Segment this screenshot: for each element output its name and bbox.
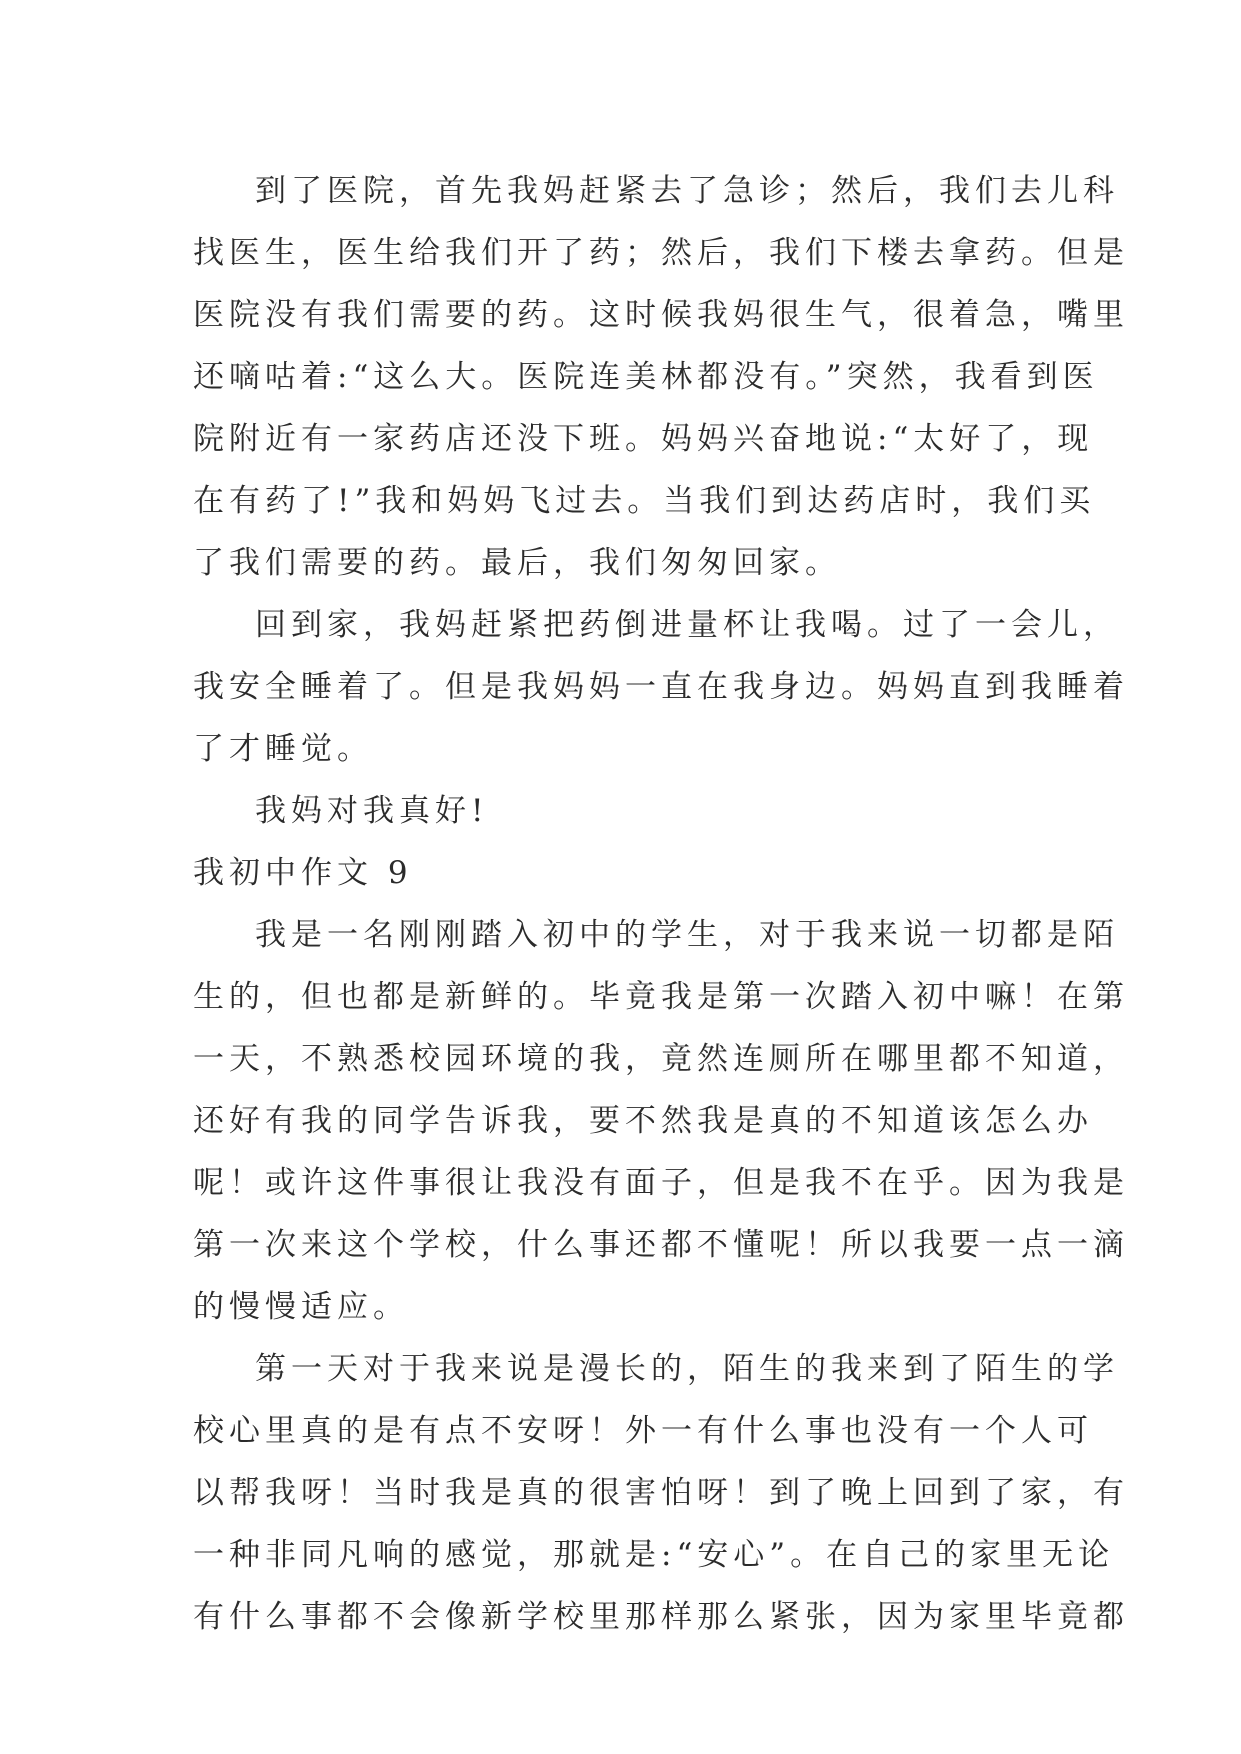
text-line: 院附近有一家药店还没下班。妈妈兴奋地说:“太好了，现 (193, 421, 1094, 457)
text-line: 我安全睡着了。但是我妈妈一直在我身边。妈妈直到我睡着 (193, 669, 1129, 705)
text-line: 了才睡觉。 (193, 731, 373, 767)
text-line: 还好有我的同学告诉我，要不然我是真的不知道该怎么办 (193, 1103, 1093, 1139)
text-line: 我是一名刚刚踏入初中的学生，对于我来说一切都是陌 (255, 917, 1119, 953)
text-line: 呢！或许这件事很让我没有面子，但是我不在乎。因为我是 (193, 1165, 1129, 1201)
text-line: 一天，不熟悉校园环境的我，竟然连厕所在哪里都不知道， (193, 1041, 1129, 1077)
text-line: 了我们需要的药。最后，我们匆匆回家。 (193, 545, 841, 581)
essay-title: 我初中作文 9 (193, 855, 413, 891)
text-line: 第一次来这个学校，什么事还都不懂呢！所以我要一点一滴 (193, 1227, 1129, 1263)
text-line: 校心里真的是有点不安呀！外一有什么事也没有一个人可 (193, 1413, 1093, 1449)
paragraph-hospital (193, 160, 1129, 594)
text-line: 回到家，我妈赶紧把药倒进量杯让我喝。过了一会儿， (255, 607, 1119, 643)
paragraph-new-student (193, 904, 1129, 1338)
text-line: 医院没有我们需要的药。这时候我妈很生气，很着急，嘴里 (193, 297, 1129, 333)
text-line: 到了医院，首先我妈赶紧去了急诊；然后，我们去儿科 (255, 173, 1119, 209)
paragraph-conclusion (193, 780, 1053, 842)
text-line: 的慢慢适应。 (193, 1289, 409, 1325)
text-line: 有什么事都不会像新学校里那样那么紧张，因为家里毕竟都 (193, 1599, 1129, 1635)
text-line: 一种非同凡响的感觉，那就是:“安心”。在自己的家里无论 (193, 1537, 1115, 1573)
essay-heading (193, 842, 1053, 904)
text-line: 第一天对于我来说是漫长的，陌生的我来到了陌生的学 (255, 1351, 1119, 1387)
paragraph-home (193, 594, 1129, 780)
text-line: 还嘀咕着:“这么大。医院连美林都没有。”突然，我看到医 (193, 359, 1099, 395)
text-line: 在有药了!”我和妈妈飞过去。当我们到达药店时，我们买 (193, 483, 1096, 519)
paragraph-first-day (193, 1338, 1129, 1648)
text-line: 我妈对我真好! (255, 793, 489, 829)
text-line: 生的，但也都是新鲜的。毕竟我是第一次踏入初中嘛！在第 (193, 979, 1129, 1015)
text-line: 以帮我呀！当时我是真的很害怕呀！到了晚上回到了家，有 (193, 1475, 1129, 1511)
document-body (193, 160, 1129, 1648)
text-line: 找医生，医生给我们开了药；然后，我们下楼去拿药。但是 (193, 235, 1129, 271)
